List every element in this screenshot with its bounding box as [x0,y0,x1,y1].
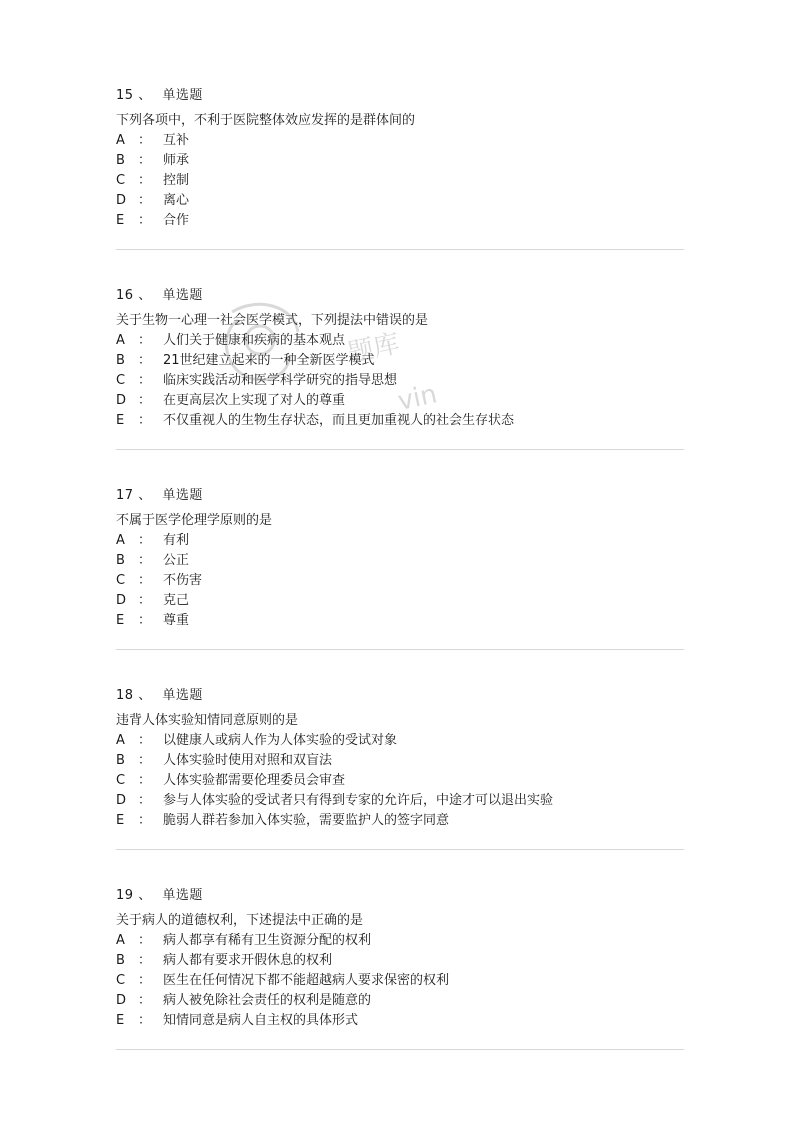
option-letter: A [116,733,125,748]
option-text: 不伤害 [163,573,203,588]
question-header [116,86,684,106]
option-e [116,411,684,431]
option-colon: ： [138,153,152,168]
option-a [116,131,684,151]
option-letter: C [116,773,126,788]
option-c [116,771,684,791]
option-letter: B [116,953,125,968]
question-number: 18 [116,688,134,703]
option-colon: ： [138,953,152,968]
question-15 [116,86,684,231]
option-letter: E [116,1013,125,1028]
option-colon: ： [138,753,152,768]
option-colon: ： [138,413,152,428]
option-colon: ： [138,133,152,148]
option-text: 医生在任何情况下都不能超越病人要求保密的权利 [163,973,450,988]
question-stem: 违背人体实验知情同意原则的是 [116,713,299,728]
question-stem: 不属于医学伦理学原则的是 [116,513,273,528]
option-colon: ： [138,613,152,628]
option-colon: ： [138,973,152,988]
option-colon: ： [138,993,152,1008]
option-b [116,551,684,571]
option-colon: ： [138,553,152,568]
option-text: 病人被免除社会责任的权利是随意的 [163,993,372,1008]
question-separator: 、 [138,888,152,903]
option-text: 人体实验时使用对照和双盲法 [163,753,333,768]
option-letter: B [116,353,125,368]
option-c [116,571,684,591]
question-type: 单选题 [162,288,203,303]
option-text: 合作 [163,213,190,228]
question-number: 17 [116,488,134,503]
option-letter: D [116,993,127,1008]
question-17 [116,486,684,631]
option-text: 师承 [163,153,190,168]
option-text: 参与人体实验的受试者只有得到专家的允许后，中途才可以退出实验 [163,793,554,808]
option-text: 脆弱人群若参加入体实验，需要监护人的签字同意 [163,813,450,828]
question-separator: 、 [138,288,152,303]
option-text: 克己 [163,593,190,608]
option-c [116,371,684,391]
option-colon: ： [138,933,152,948]
option-text: 21世纪建立起来的一种全新医学模式 [163,353,375,368]
question-divider [116,449,684,450]
question-header [116,886,684,906]
option-c [116,171,684,191]
question-stem: 关于病人的道德权利，下述提法中正确的是 [116,913,364,928]
option-e [116,611,684,631]
option-letter: D [116,393,127,408]
option-text: 尊重 [163,613,190,628]
question-header [116,286,684,306]
option-letter: E [116,213,125,228]
option-letter: A [116,333,125,348]
option-text: 不仅重视人的生物生存状态，而且更加重视人的社会生存状态 [163,413,515,428]
option-text: 以健康人或病人作为人体实验的受试对象 [163,733,398,748]
option-a [116,331,684,351]
option-text: 人体实验都需要伦理委员会审查 [163,773,346,788]
option-d [116,991,684,1011]
option-e [116,811,684,831]
option-text: 知情同意是病人自主权的具体形式 [163,1013,359,1028]
option-letter: D [116,193,127,208]
option-b [116,151,684,171]
option-colon: ： [138,573,152,588]
question-divider [116,249,684,250]
option-e [116,211,684,231]
question-stem: 关于生物一心理一社会医学模式，下列提法中错误的是 [116,313,429,328]
question-16 [116,286,684,431]
option-colon: ： [138,373,152,388]
option-colon: ： [138,773,152,788]
option-e [116,1011,684,1031]
option-text: 有利 [163,533,190,548]
option-letter: B [116,753,125,768]
option-colon: ： [138,593,152,608]
option-d [116,391,684,411]
option-text: 互补 [163,133,190,148]
option-b [116,951,684,971]
option-letter: B [116,153,125,168]
option-text: 病人都享有稀有卫生资源分配的权利 [163,933,372,948]
option-a [116,931,684,951]
option-text: 公正 [163,553,190,568]
question-number: 19 [116,888,134,903]
option-letter: A [116,933,125,948]
question-stem: 下列各项中，不利于医院整体效应发挥的是群体间的 [116,113,416,128]
option-letter: C [116,573,126,588]
question-divider [116,849,684,850]
option-colon: ： [138,393,152,408]
question-divider [116,649,684,650]
question-19 [116,886,684,1031]
option-letter: B [116,553,125,568]
option-letter: C [116,973,126,988]
option-colon: ： [138,533,152,548]
option-letter: E [116,613,125,628]
option-letter: C [116,373,126,388]
option-colon: ： [138,213,152,228]
option-text: 临床实践活动和医学科学研究的指导思想 [163,373,398,388]
option-text: 在更高层次上实现了对人的尊重 [163,393,346,408]
option-colon: ： [138,733,152,748]
question-divider [116,1049,684,1050]
question-separator: 、 [138,688,152,703]
question-separator: 、 [138,488,152,503]
option-letter: A [116,133,125,148]
option-a [116,531,684,551]
question-type: 单选题 [162,688,203,703]
watermark-text-1: 题库 [345,328,403,369]
question-separator: 、 [138,88,152,103]
option-colon: ： [138,193,152,208]
question-header [116,486,684,506]
option-text: 病人都有要求开假休息的权利 [163,953,333,968]
option-text: 控制 [163,173,190,188]
option-letter: D [116,593,127,608]
option-colon: ： [138,793,152,808]
question-number: 16 [116,288,134,303]
option-b [116,351,684,371]
question-type: 单选题 [162,888,203,903]
option-letter: A [116,533,125,548]
question-type: 单选题 [162,488,203,503]
option-d [116,191,684,211]
question-header [116,686,684,706]
option-colon: ： [138,333,152,348]
option-b [116,751,684,771]
option-colon: ： [138,173,152,188]
option-text: 离心 [163,193,190,208]
option-colon: ： [138,353,152,368]
option-d [116,791,684,811]
option-letter: E [116,813,125,828]
option-colon: ： [138,813,152,828]
option-letter: E [116,413,125,428]
question-type: 单选题 [162,88,203,103]
option-text: 人们关于健康和疾病的基本观点 [163,333,346,348]
option-letter: C [116,173,126,188]
option-a [116,731,684,751]
question-18 [116,686,684,831]
option-d [116,591,684,611]
watermark-text-2: vin [395,379,440,417]
option-letter: D [116,793,127,808]
question-number: 15 [116,88,134,103]
option-c [116,971,684,991]
option-colon: ： [138,1013,152,1028]
